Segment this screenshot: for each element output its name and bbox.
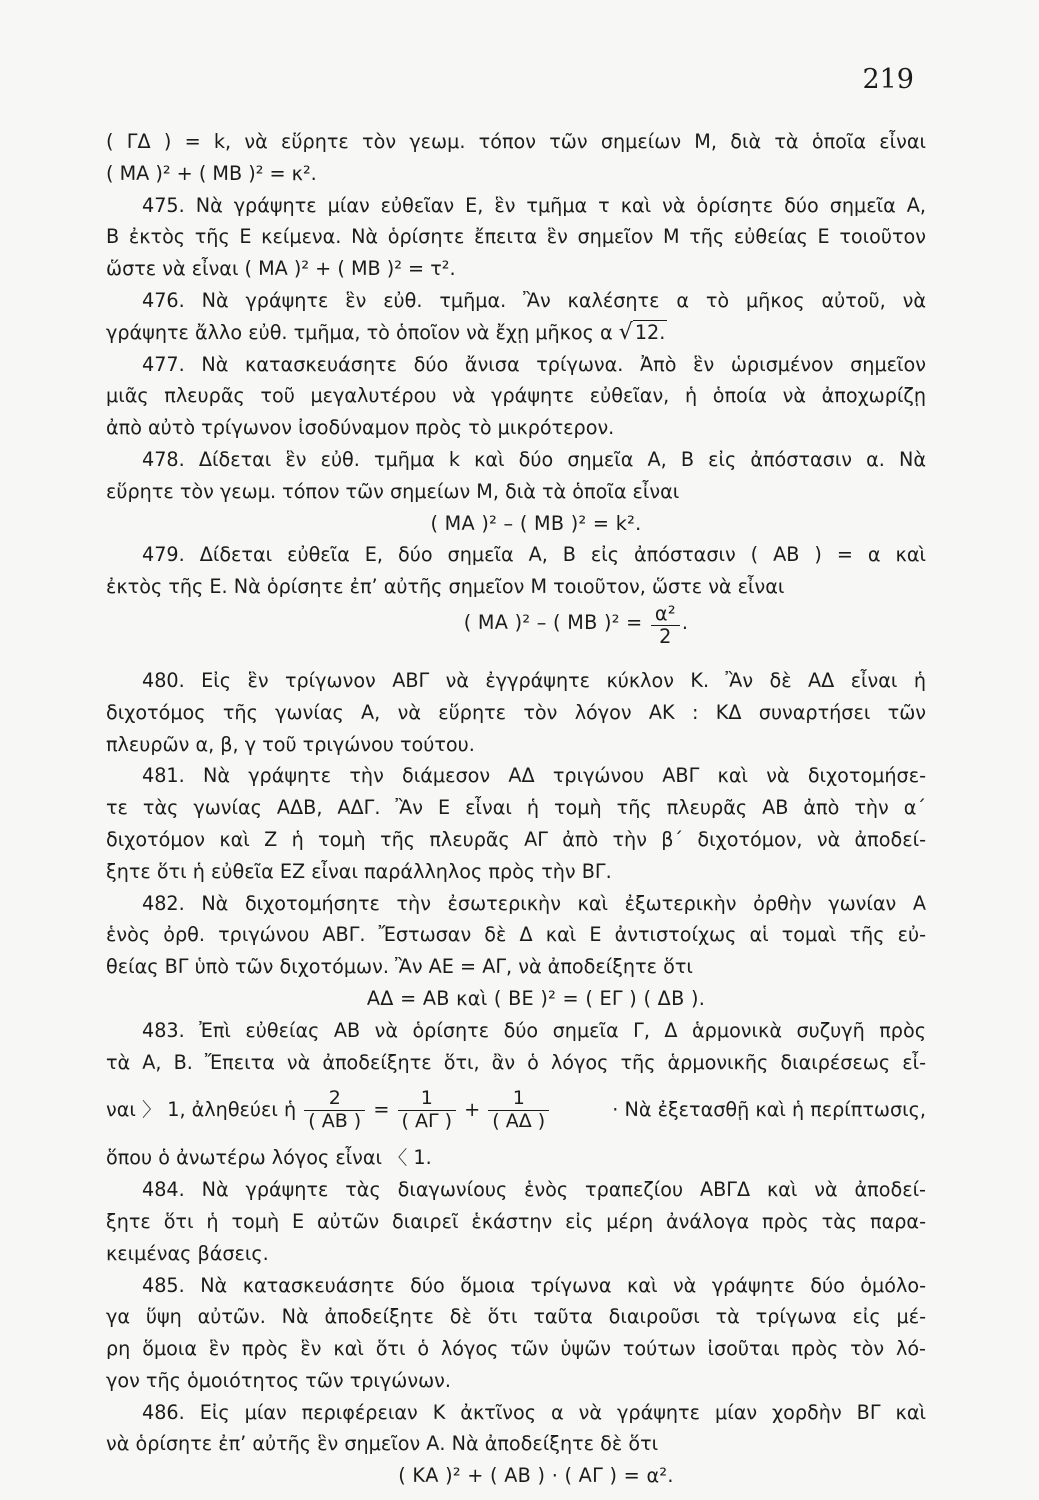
fraction: [304, 1088, 365, 1133]
text-line: ξητε ὅτι ἡ τομὴ Ε αὐτῶν διαιρεῖ ἑκάστην εἰς μέρη ἀνάλογα πρὸς τὰς παρα-: [106, 1209, 926, 1233]
text-line: εὕρητε τὸν γεωμ. τόπον τῶν σημείων Μ, διὰ τὰ ὁποῖα εἶναι: [106, 479, 680, 503]
fraction: [651, 603, 680, 648]
text-line: 481. Νὰ γράψητε τὴν διάμεσον ΑΔ τριγώνου ΑΒΓ καὶ νὰ διχοτομήσε-: [142, 764, 926, 788]
page-number: 219: [862, 64, 914, 95]
text-line: ἐκτὸς τῆς Ε. Νὰ ὁρίσητε ἐπ’ αὐτῆς σημεῖον Μ τοιοῦτον, ὥστε νὰ εἶναι: [106, 575, 785, 599]
text-line: 477. Νὰ κατασκευάσητε δύο ἄνισα τρίγωνα. Ἀπὸ ἓν ὡρισμένον σημεῖον: [142, 352, 926, 376]
fraction-numerator: 1: [420, 1086, 433, 1109]
formula: ( ΚΑ )² + ( ΑΒ ) · ( ΑΓ ) = α².: [398, 1464, 674, 1488]
text-line: θείας ΒΓ ὑπὸ τῶν διχοτόμων. Ἂν ΑΕ = ΑΓ, νὰ ἀποδείξητε ὅτι: [106, 955, 693, 979]
formula: ( ΜΑ )² – ( ΜΒ )² = k².: [430, 511, 642, 535]
exercise-484: [106, 1174, 926, 1269]
text-line: Β ἐκτὸς τῆς Ε κείμενα. Νὰ ὁρίσητε ἔπειτα ἓν σημεῖον Μ τῆς εὐθείας Ε τοιοῦτον: [106, 225, 926, 249]
text-line: ( ΓΔ ) = k, νὰ εὕρητε τὸν γεωμ. τόπον τῶν σημείων Μ, διὰ τὰ ὁποῖα εἶναι: [106, 130, 926, 153]
text-line: τὰ Α, Β. Ἔπειτα νὰ ἀποδείξητε ὅτι, ἂν ὁ λόγος τῆς ἁρμονικῆς διαιρέσεως εἶ-: [106, 1050, 926, 1074]
formula: [106, 603, 926, 665]
text-line: [106, 317, 926, 349]
text-line: 484. Νὰ γράψητε τὰς διαγωνίους ἑνὸς τραπεζίου ΑΒΓΔ καὶ νὰ ἀποδεί-: [142, 1178, 926, 1202]
exercise-485: [106, 1270, 926, 1397]
exercise-486: [106, 1397, 926, 1492]
text-line: ἑνὸς ὀρθ. τριγώνου ΑΒΓ. Ἔστωσαν δὲ Δ καὶ Ε ἀντιστοίχως αἱ τομαὶ τῆς εὐ-: [106, 923, 926, 947]
fraction-numerator: 1: [512, 1086, 525, 1109]
fraction-numerator: 2: [328, 1086, 341, 1109]
exercise-481: [106, 760, 926, 887]
intro-paragraph: [106, 126, 926, 190]
text-line: 479. Δίδεται εὐθεῖα Ε, δύο σημεῖα Α, Β εἰς ἀπόστασιν ( ΑΒ ) = α καὶ: [142, 543, 926, 567]
exercise-478: [106, 444, 926, 539]
exercise-476: [106, 285, 926, 349]
text-line: ξητε ὅτι ἡ εὐθεῖα ΕΖ εἶναι παράλληλος πρὸς τὴν ΒΓ.: [106, 859, 612, 883]
text-line: 476. Νὰ γράψητε ἓν εὐθ. τμῆμα. Ἂν καλέσητε α τὸ μῆκος αὐτοῦ, νὰ: [142, 288, 926, 312]
plus-sign: +: [464, 1097, 481, 1121]
fraction-denominator: ( ΑΔ ): [488, 1110, 549, 1133]
exercise-483: [106, 1015, 926, 1174]
text-line: νὰ ὁρίσητε ἐπ’ αὐτῆς ἓν σημεῖον Α. Νὰ ἀποδείξητε δὲ ὅτι: [106, 1432, 659, 1456]
text-fragment: [106, 1088, 551, 1133]
text-line: 480. Εἰς ἓν τρίγωνον ΑΒΓ νὰ ἐγγράψητε κύκλον Κ. Ἂν δὲ ΑΔ εἶναι ἡ: [142, 668, 926, 692]
text-line: ὅπου ὁ ἀνωτέρω λόγος εἶναι 〈 1.: [106, 1146, 432, 1170]
formula-end: .: [681, 611, 689, 635]
text-fragment: γράψητε ἄλλο εὐθ. τμῆμα, τὸ ὁποῖον νὰ ἔχῃ μῆκος α: [106, 320, 613, 344]
text-line: 478. Δίδεται ἓν εὐθ. τμῆμα k καὶ δύο σημεῖα Α, Β εἰς ἀπόστασιν α. Νὰ: [142, 447, 926, 471]
square-root-sign: √: [618, 319, 633, 345]
fraction: [398, 1088, 457, 1133]
text-fragment: · Νὰ ἐξετασθῇ καὶ ἡ περίπτωσις,: [612, 1098, 926, 1122]
text-line: ( ΜΑ )² + ( ΜΒ )² = κ².: [106, 161, 317, 185]
text-line: πλευρῶν α, β, γ τοῦ τριγώνου τούτου.: [106, 732, 475, 756]
text-line: 486. Εἰς μίαν περιφέρειαν Κ ἀκτῖνος α νὰ γράψητε μίαν χορδὴν ΒΓ καὶ: [142, 1400, 926, 1424]
equals-sign: =: [373, 1097, 390, 1121]
text-line: γα ὕψη αὐτῶν. Νὰ ἀποδείξητε δὲ ὅτι ταῦτα διαιροῦσι τὰ τρίγωνα εἰς μέ-: [106, 1305, 926, 1329]
fraction-numerator: α²: [654, 601, 676, 625]
text-line: ἀπὸ αὐτὸ τρίγωνον ἰσοδύναμον πρὸς τὸ μικρότερον.: [106, 416, 615, 440]
text-line: 475. Νὰ γράψητε μίαν εὐθεῖαν Ε, ἓν τμῆμα τ καὶ νὰ ὁρίσητε δύο σημεῖα Α,: [142, 193, 926, 217]
formula-lead-text: ναι 〉 1, ἀληθεύει ἡ: [106, 1097, 297, 1121]
exercise-482: [106, 888, 926, 1015]
page-body: [106, 126, 926, 1492]
exercise-475: [106, 190, 926, 285]
formula-line: [106, 1078, 926, 1142]
text-line: τε τὰς γωνίας ΑΔΒ, ΑΔΓ. Ἂν Ε εἶναι ἡ τομὴ τῆς πλευρᾶς ΑΒ ἀπὸ τὴν α΄: [106, 796, 926, 820]
fraction: [488, 1088, 549, 1133]
fraction-denominator: ( ΑΒ ): [304, 1110, 365, 1133]
formula: ΑΔ = ΑΒ καὶ ( ΒΕ )² = ( ΕΓ ) ( ΔΒ ).: [366, 986, 706, 1010]
text-line: διχοτόμος τῆς γωνίας Α, νὰ εὕρητε τὸν λόγον ΑΚ : ΚΔ συναρτήσει τῶν: [106, 700, 926, 724]
exercise-480: [106, 665, 926, 760]
text-line: κειμένας βάσεις.: [106, 1241, 269, 1265]
fraction-denominator: 2: [651, 625, 680, 648]
text-line: μιᾶς πλευρᾶς τοῦ μεγαλυτέρου νὰ γράψητε εὐθεῖαν, ἡ ὁποία νὰ ἀποχωρίζῃ: [106, 384, 926, 408]
text-line: διχοτόμον καὶ Ζ ἡ τομὴ τῆς πλευρᾶς ΑΓ ἀπὸ τὴν β΄ διχοτόμον, νὰ ἀποδεί-: [106, 827, 926, 851]
square-root-argument: 12.: [634, 320, 666, 344]
text-line: 485. Νὰ κατασκευάσητε δύο ὅμοια τρίγωνα καὶ νὰ γράψητε δύο ὁμόλο-: [142, 1273, 926, 1297]
text-line: 483. Ἐπὶ εὐθείας ΑΒ νὰ ὁρίσητε δύο σημεῖα Γ, Δ ἁρμονικὰ συζυγῆ πρὸς: [142, 1018, 926, 1042]
fraction-denominator: ( ΑΓ ): [398, 1110, 457, 1133]
text-line: 482. Νὰ διχοτομήσητε τὴν ἐσωτερικὴν καὶ ἐξωτερικὴν ὀρθὴν γωνίαν Α: [142, 891, 926, 915]
exercise-477: [106, 349, 926, 444]
text-line: ὥστε νὰ εἶναι ( ΜΑ )² + ( ΜΒ )² = τ².: [106, 257, 456, 281]
text-line: γον τῆς ὁμοιότητος τῶν τριγώνων.: [106, 1368, 451, 1392]
text-line: ρη ὅμοια ἓν πρὸς ἓν καὶ ὅτι ὁ λόγος τῶν ὑψῶν τούτων ἰσοῦται πρὸς τὸν λό-: [106, 1337, 926, 1361]
exercise-479: [106, 539, 926, 665]
formula-lhs: ( ΜΑ )² – ( ΜΒ )² =: [463, 611, 643, 635]
